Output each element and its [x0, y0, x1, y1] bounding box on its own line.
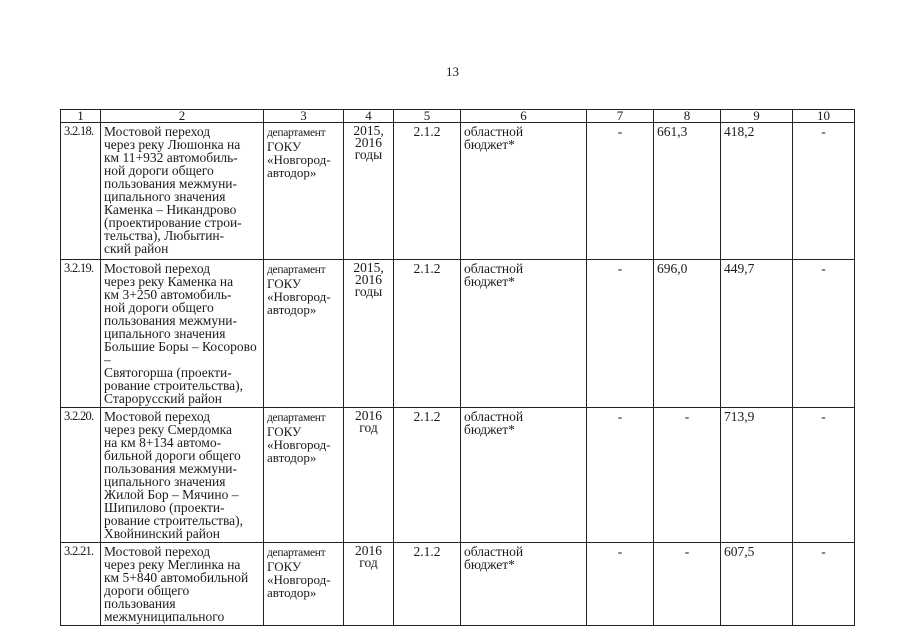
target-indicator: 2.1.2: [394, 123, 461, 260]
column-number-9: 9: [721, 110, 793, 123]
funding-source: областной бюджет*: [461, 260, 587, 408]
amount-col-9: 713,9: [721, 408, 793, 543]
executor: [264, 260, 344, 408]
amount-col-10: -: [793, 260, 855, 408]
program-table: [60, 109, 855, 626]
row-number: 3.2.21.: [61, 543, 101, 626]
amount-col-10: -: [793, 408, 855, 543]
funding-source: областной бюджет*: [461, 123, 587, 260]
implementation-years: 2015, 2016 годы: [344, 123, 394, 260]
column-number-6: 6: [461, 110, 587, 123]
column-number-4: 4: [344, 110, 394, 123]
amount-col-9: 449,7: [721, 260, 793, 408]
table-row: [61, 123, 855, 260]
column-number-5: 5: [394, 110, 461, 123]
target-indicator: 2.1.2: [394, 543, 461, 626]
funding-source: областной бюджет*: [461, 543, 587, 626]
column-number-8: 8: [654, 110, 721, 123]
project-name: Мостовой переход через реку Смердомка на км 8+134 автомо- бильной дороги общего пользования межмуни- ципального значения Жилой Бор – Мячино – Шипилово (проекти- рование строительства), Хвойнинский район: [101, 408, 264, 543]
implementation-years: 2016 год: [344, 408, 394, 543]
row-number: 3.2.18.: [61, 123, 101, 260]
amount-col-8: -: [654, 543, 721, 626]
column-number-2: 2: [101, 110, 264, 123]
executor-organization: ГОКУ «Новгород- автодор»: [267, 276, 331, 317]
funding-source: областной бюджет*: [461, 408, 587, 543]
implementation-years: 2016 год: [344, 543, 394, 626]
column-number-10: 10: [793, 110, 855, 123]
executor-department: департамент: [267, 127, 326, 139]
executor-department: департамент: [267, 412, 326, 424]
target-indicator: 2.1.2: [394, 260, 461, 408]
column-number-7: 7: [587, 110, 654, 123]
amount-col-8: 696,0: [654, 260, 721, 408]
column-number-3: 3: [264, 110, 344, 123]
amount-col-9: 418,2: [721, 123, 793, 260]
project-name: Мостовой переход через реку Люшонка на км 11+932 автомобиль- ной дороги общего пользования межмуни- ципального значения Каменка – Никандрово (проектирование строи- тельства), Любытин- ский район: [101, 123, 264, 260]
row-number: 3.2.19.: [61, 260, 101, 408]
amount-col-8: 661,3: [654, 123, 721, 260]
amount-col-8: -: [654, 408, 721, 543]
executor: [264, 123, 344, 260]
amount-col-10: -: [793, 543, 855, 626]
executor-organization: ГОКУ «Новгород- автодор»: [267, 559, 331, 600]
executor-organization: ГОКУ «Новгород- автодор»: [267, 139, 331, 180]
amount-col-9: 607,5: [721, 543, 793, 626]
executor: [264, 543, 344, 626]
target-indicator: 2.1.2: [394, 408, 461, 543]
table-row: [61, 408, 855, 543]
row-number: 3.2.20.: [61, 408, 101, 543]
page-number: 13: [446, 64, 459, 79]
project-name: Мостовой переход через реку Каменка на км 3+250 автомобиль- ной дороги общего пользования межмуни- ципального значения Большие Боры – Косорово – Святогорша (проекти- рование строительства), Старорусский район: [101, 260, 264, 408]
project-name: Мостовой переход через реку Меглинка на км 5+840 автомобильной дороги общего пользования межмуниципального: [101, 543, 264, 626]
table-row: [61, 260, 855, 408]
executor: [264, 408, 344, 543]
table-row: [61, 543, 855, 626]
implementation-years: 2015, 2016 годы: [344, 260, 394, 408]
executor-organization: ГОКУ «Новгород- автодор»: [267, 424, 331, 465]
table-header-row: [61, 110, 855, 123]
amount-col-7: -: [587, 543, 654, 626]
executor-department: департамент: [267, 264, 326, 276]
amount-col-7: -: [587, 260, 654, 408]
amount-col-7: -: [587, 123, 654, 260]
amount-col-7: -: [587, 408, 654, 543]
amount-col-10: -: [793, 123, 855, 260]
executor-department: департамент: [267, 547, 326, 559]
column-number-1: 1: [61, 110, 101, 123]
